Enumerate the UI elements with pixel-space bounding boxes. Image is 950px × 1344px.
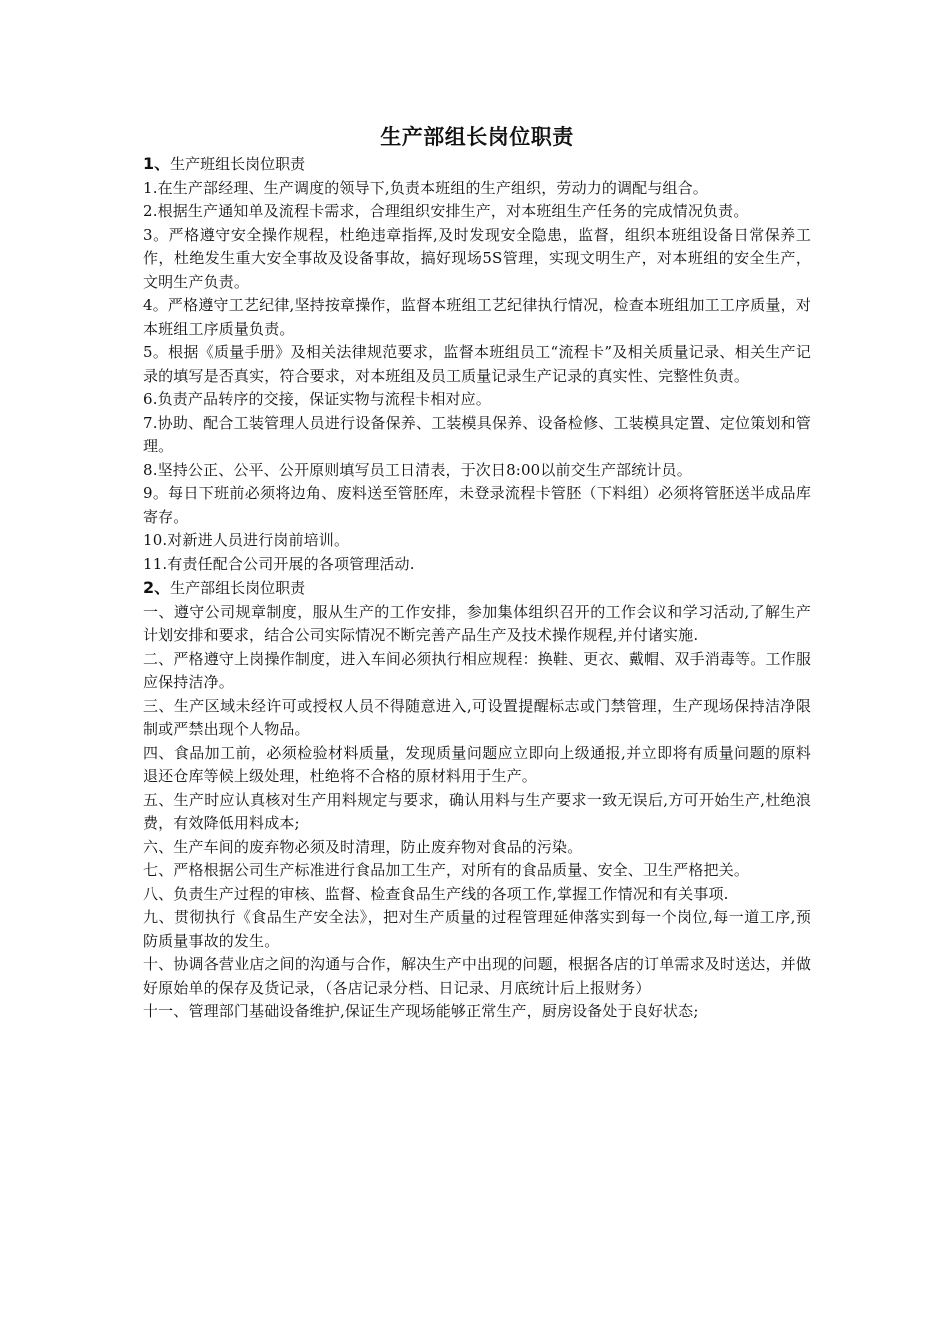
section-1-item: 4。严格遵守工艺纪律,坚持按章操作，监督本班组工艺纪律执行情况，检查本班组加工工序质量，对本班组工序质量负责。	[143, 296, 811, 338]
section-2-item: 十一、管理部门基础设备维护,保证生产现场能够正常生产，厨房设备处于良好状态;	[143, 1002, 699, 1020]
section-2-heading	[143, 576, 811, 601]
section-1-item: 8.坚持公正、公平、公开原则填写员工日清表，于次日8:00以前交生产部统计员。	[143, 460, 692, 479]
section-2-heading-text: 生产部组长岗位职责	[170, 579, 306, 597]
section-1-number: 1、	[143, 154, 171, 173]
section-2-item: 八、负责生产过程的审核、监督、检查食品生产线的各项工作,掌握工作情况和有关事项.	[143, 884, 729, 903]
section-2-item: 九、贯彻执行《食品生产安全法》，把对生产质量的过程管理延伸落实到每一个岗位,每一道工序,预防质量事故的发生。	[143, 908, 811, 950]
section-1-item: 6.负责产品转序的交接，保证实物与流程卡相对应。	[143, 390, 491, 408]
section-1-item: 5。根据《质量手册》及相关法律规范要求，监督本班组员工“流程卡”及相关质量记录、相关生产记录的填写是否真实，符合要求，对本班组及员工质量记录生产记录的真实性、完整性负责。	[143, 343, 811, 385]
section-2-item: 三、生产区域未经许可或授权人员不得随意进入,可设置提醒标志或门禁管理，生产现场保持洁净限制或严禁出现个人物品。	[143, 696, 811, 738]
document-title: 生产部组长岗位职责	[380, 125, 574, 149]
section-1-item: 11.有责任配合公司开展的各项管理活动.	[143, 554, 415, 573]
section-2-item: 七、严格根据公司生产标准进行食品加工生产，对所有的食品质量、安全、卫生严格把关。	[143, 861, 750, 879]
document-body	[143, 122, 811, 1024]
section-2-item: 四、食品加工前，必须检验材料质量，发现质量问题应立即向上级通报,并立即将有质量问题的原料退还仓库等候上级处理，杜绝将不合格的原材料用于生产。	[143, 743, 811, 785]
section-2-number: 2、	[143, 578, 171, 597]
section-2-item: 六、生产车间的废弃物必须及时清理，防止废弃物对食品的污染。	[143, 837, 583, 856]
section-1-item: 7.协助、配合工装管理人员进行设备保养、工装模具保养、设备检修、工装模具定置、定位策划和管理。	[143, 413, 811, 455]
section-1-item: 3。严格遵守安全操作规程，杜绝违章指挥,及时发现安全隐患，监督，组织本班组设备日常保养工作，杜绝发生重大安全事故及设备事故，搞好现场5S管理，实现文明生产，对本班组的安全生产，文明生产负责。	[143, 225, 811, 291]
section-1-heading-text: 生产班组长岗位职责	[170, 155, 306, 173]
section-1-item: 9。每日下班前必须将边角、废料送至管胚库，未登录流程卡管胚（下料组）必须将管胚送半成品库寄存。	[143, 484, 811, 526]
section-2-item: 一、遵守公司规章制度，服从生产的工作安排，参加集体组织召开的工作会议和学习活动,了解生产计划安排和要求，结合公司实际情况不断完善产品生产及技术操作规程,并付诸实施.	[143, 602, 811, 644]
section-2-item: 五、生产时应认真核对生产用料规定与要求，确认用料与生产要求一致无误后,方可开始生产,杜绝浪费，有效降低用料成本;	[143, 790, 811, 832]
section-2-item: 二、严格遵守上岗操作制度，进入车间必须执行相应规程：换鞋、更衣、戴帽、双手消毒等。工作服应保持洁净。	[143, 649, 811, 691]
section-1-heading	[143, 152, 811, 177]
section-1-item: 10.对新进人员进行岗前培训。	[143, 531, 350, 549]
section-1-item: 2.根据生产通知单及流程卡需求，合理组织安排生产，对本班组生产任务的完成情况负责。	[143, 202, 749, 220]
section-2-item: 十、协调各营业店之间的沟通与合作，解决生产中出现的问题，根据各店的订单需求及时送达，并做好原始单的保存及货记录，（各店记录分档、日记录、月底统计后上报财务）	[143, 955, 811, 997]
section-1-item: 1.在生产部经理、生产调度的领导下,负责本班组的生产组织，劳动力的调配与组合。	[143, 178, 708, 197]
